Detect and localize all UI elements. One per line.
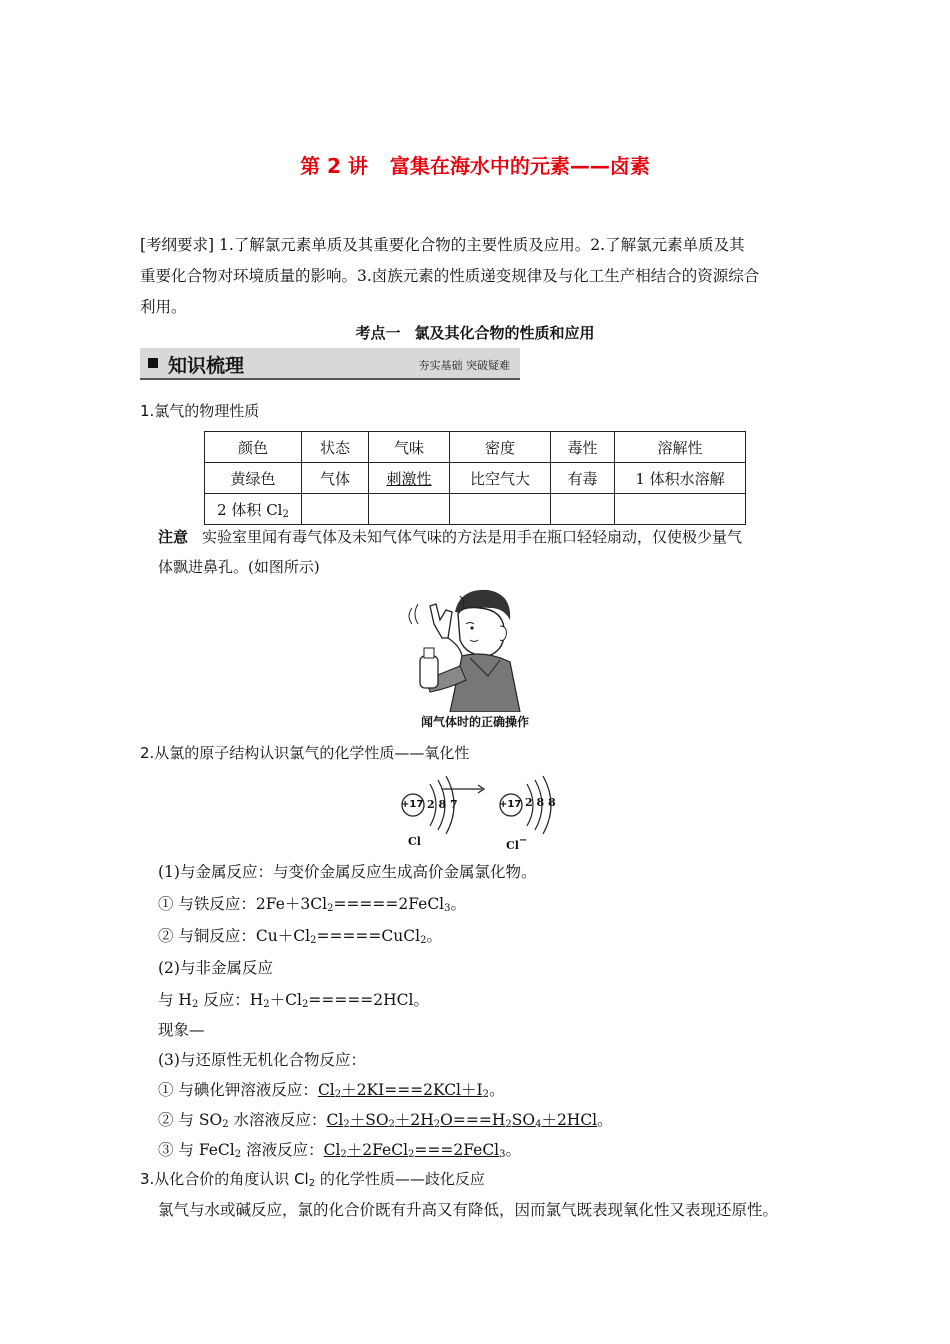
section-number: 考点一 xyxy=(355,324,401,342)
table-header-cell: 溶解性 xyxy=(615,432,746,463)
metal-reaction-heading: (1)与金属反应：与变价金属反应生成高价金属氯化物。 xyxy=(158,863,537,881)
table-cell: 比空气大 xyxy=(450,463,551,494)
page-title xyxy=(0,150,950,179)
requirements-line-3: 利用。 xyxy=(140,298,187,316)
nonmetal-reaction-heading: (2)与非金属反应 xyxy=(158,959,273,977)
smelling-gas-illustration xyxy=(400,584,550,712)
title-topic: 富集在海水中的元素——卤素 xyxy=(389,154,650,178)
section-heading xyxy=(0,322,950,343)
so2-reaction: ② 与 $SO_2$ 水溶液反应：$Cl_2+SO_2+2H_2O===H_2SO_4+2HCl$。 xyxy=(158,1111,613,1130)
table-cell: 气体 xyxy=(302,463,369,494)
left-electron-config: 2 8 7 xyxy=(427,798,458,811)
table-cell xyxy=(615,494,746,525)
physical-properties-table xyxy=(204,431,746,525)
atom-structure-diagram xyxy=(396,770,566,852)
note-line-1: 实验室里闻有毒气体及未知气体气味的方法是用手在瓶口轻轻扇动，仅使极少量气 xyxy=(202,528,743,546)
banner-title: 知识梳理 xyxy=(168,355,245,377)
atom-diagram-graphics xyxy=(396,770,566,852)
note-paragraph xyxy=(158,522,818,582)
copper-reaction: ② 与铜反应：$Cu+Cl_2=====CuCl_2$。 xyxy=(158,927,442,946)
figure-caption: 闻气体时的正确操作 xyxy=(420,715,529,729)
requirements-line-2: 重要化合物对环境质量的影响。3.卤族元素的性质递变规律及与化工生产相结合的资源综合 xyxy=(140,267,760,285)
phenomenon-line: 现象— xyxy=(158,1021,205,1039)
left-nucleus-label: +17 xyxy=(401,799,424,810)
note-line-2: 体飘进鼻孔。(如图所示) xyxy=(158,558,320,576)
disproportionation-text: 氯气与水或碱反应，氯的化合价既有升高又有降低，因而氯气既表现氧化性又表现还原性。 xyxy=(158,1201,779,1219)
square-bullet-icon xyxy=(148,358,158,368)
table-cell: 黄绿色 xyxy=(205,463,302,494)
right-ion-symbol: Cl− xyxy=(506,835,528,852)
table-header-cell: 气味 xyxy=(369,432,450,463)
table-cell xyxy=(369,494,450,525)
heading-disproportionation: 3.从化合价的角度认识 $Cl_2$ 的化学性质——歧化反应 xyxy=(140,1170,485,1189)
table-cell: 有毒 xyxy=(551,463,615,494)
hydrogen-reaction: 与 $H_2$ 反应：$H_2+Cl_2=====2HCl$。 xyxy=(158,991,429,1010)
table-header-cell: 毒性 xyxy=(551,432,615,463)
requirements-line-1: [考纲要求] 1.了解氯元素单质及其重要化合物的主要性质及应用。2.了解氯元素单质及其 xyxy=(140,236,745,254)
table-cell: 2 体积 $Cl_2$ xyxy=(205,494,302,525)
underlined-answer: 刺激性 xyxy=(386,469,432,488)
table-header-row xyxy=(205,432,746,463)
heading-chemical-properties: 2.从氯的原子结构认识氯气的化学性质——氧化性 xyxy=(140,744,470,762)
table-cell xyxy=(450,494,551,525)
heading-physical-properties: 1.氯气的物理性质 xyxy=(140,402,260,420)
knowledge-banner xyxy=(140,348,520,380)
ki-reaction: ① 与碘化钾溶液反应：$Cl_2+2KI===2KCl+I_2$。 xyxy=(158,1081,505,1100)
section-title: 氯及其化合物的性质和应用 xyxy=(414,324,595,342)
table-header-cell: 状态 xyxy=(302,432,369,463)
table-header-cell: 密度 xyxy=(450,432,551,463)
table-cell xyxy=(369,463,450,494)
title-lecture-number: 第 2 讲 xyxy=(300,154,368,178)
note-label: 注意 xyxy=(158,528,189,546)
table-cell xyxy=(302,494,369,525)
underlined-answer: $Cl_2+2FeCl_2===2FeCl_3$ xyxy=(323,1141,506,1160)
iron-reaction: ① 与铁反应：$2Fe+3Cl_2=====2FeCl_3$。 xyxy=(158,895,467,914)
left-atom-symbol: Cl xyxy=(408,835,421,848)
right-electron-config: 2 8 8 xyxy=(525,796,556,809)
table-cell xyxy=(551,494,615,525)
fecl2-reaction: ③ 与 FeCl$_2$ 溶液反应：$Cl_2+2FeCl_2===2FeCl_3$。 xyxy=(158,1141,522,1160)
syllabus-requirements xyxy=(140,230,820,323)
underlined-answer: $Cl_2+2KI===2KCl+I_2$ xyxy=(317,1081,490,1100)
table-cell: 1 体积水溶解 xyxy=(615,463,746,494)
table-header-cell: 颜色 xyxy=(205,432,302,463)
banner-subtitle: 夯实基础 突破疑难 xyxy=(418,359,510,372)
table-row xyxy=(205,494,746,525)
right-nucleus-label: +17 xyxy=(499,799,522,810)
underlined-answer: $Cl_2+SO_2+2H_2O===H_2SO_4+2HCl$ xyxy=(326,1111,598,1130)
table-row xyxy=(205,463,746,494)
reducing-reaction-heading: (3)与还原性无机化合物反应： xyxy=(158,1051,366,1069)
